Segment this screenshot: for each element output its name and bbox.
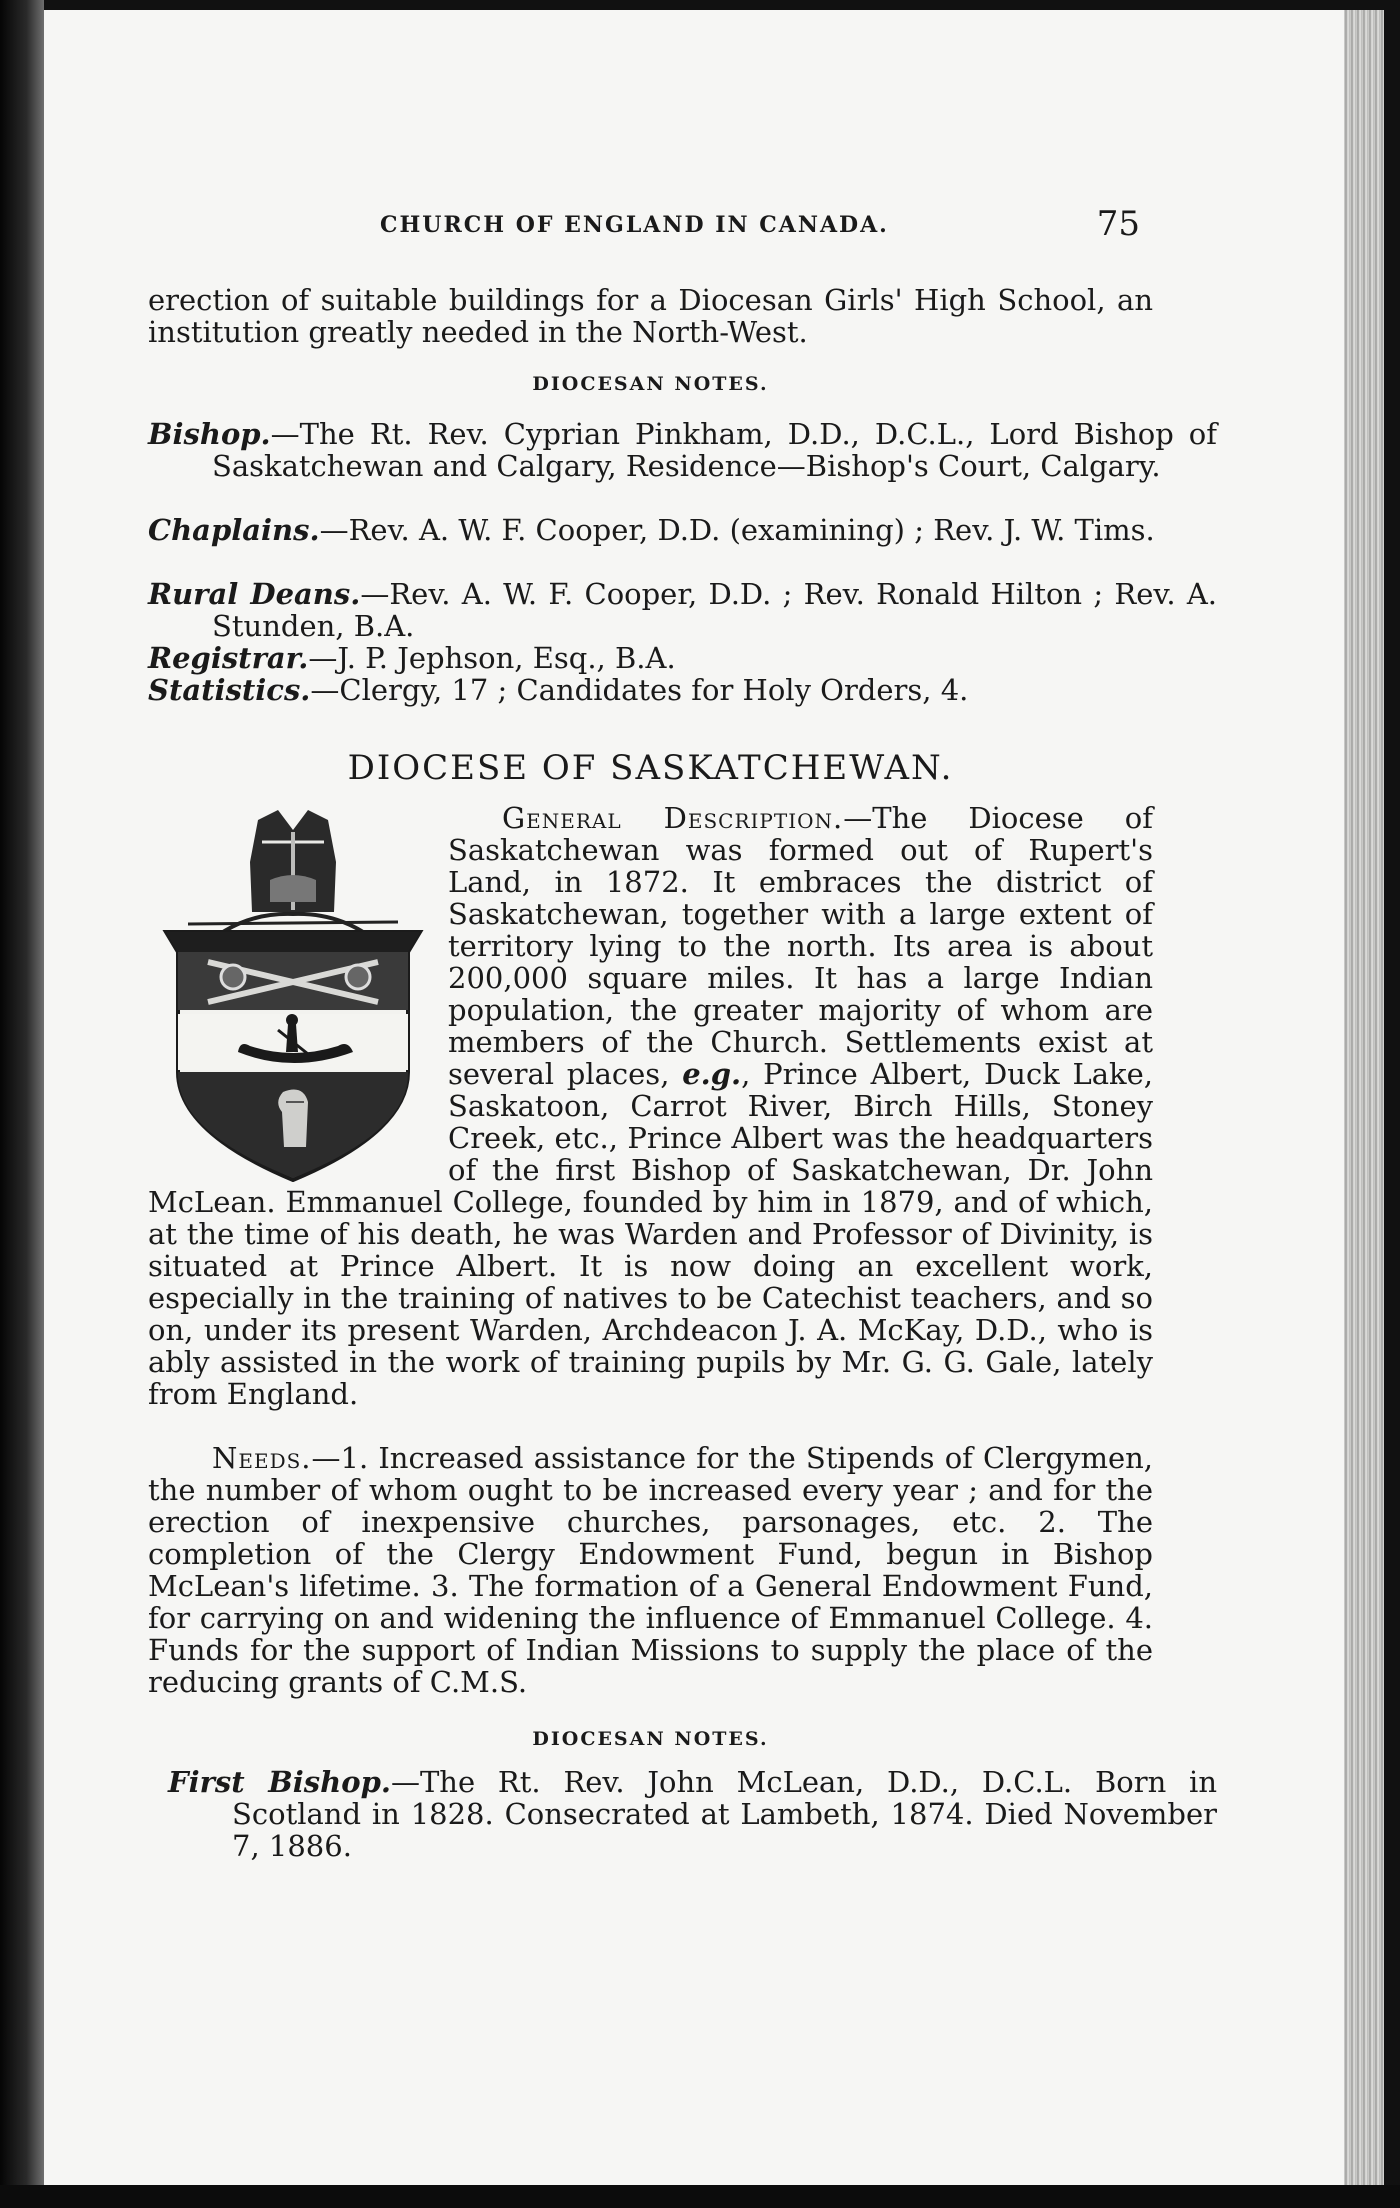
note-term: Bishop. (148, 417, 271, 451)
note-term: Chaplains. (148, 513, 320, 547)
note-text: —Clergy, 17 ; Candidates for Holy Orders, 4. (310, 673, 969, 707)
intro-paragraph (148, 284, 1153, 348)
note-term: Rural Deans. (148, 577, 361, 611)
general-description-label: General Description. (502, 801, 844, 835)
note-term: First Bishop. (168, 1765, 391, 1799)
illustration-float (148, 802, 448, 1182)
page-header (380, 204, 1140, 250)
running-head: CHURCH OF ENGLAND IN CANADA. (380, 212, 889, 238)
note-text: —J. P. Jephson, Esq., B.A. (308, 641, 676, 675)
note-entry-registrar (148, 642, 1217, 674)
needs-label: Needs. (212, 1441, 312, 1475)
note-entry-first-bishop (168, 1766, 1217, 1862)
note-entry-rural-deans (148, 578, 1217, 642)
note-text: —The Rt. Rev. Cyprian Pinkham, D.D., D.C.L., Lord Bishop of Saskatchewan and Calgary, Residence—Bishop's Court, Calgary. (212, 417, 1217, 483)
eg-abbreviation: e.g. (682, 1057, 742, 1091)
needs-text: —1. Increased assistance for the Stipends of Clergymen, the number of whom ought to be increased every year ; and for the erection of inexpensive churches, parsonages, etc. 2. The completion of the Clergy Endowment Fund, begun in Bishop McLean's lifetime. 3. The formation of a General Endowment Fund, for carrying on and widening the influence of Emmanuel College. 4. Funds for the support of Indian Missions to supply the place of the reducing grants of C.M.S. (148, 1441, 1153, 1699)
diocesan-notes-heading-2: DIOCESAN NOTES. (532, 1728, 769, 1750)
note-term: Registrar. (148, 641, 309, 675)
book-spine-shadow (0, 0, 44, 2208)
note-text: —Rev. A. W. F. Cooper, D.D. ; Rev. Ronald Hilton ; Rev. A. Stunden, B.A. (212, 577, 1217, 643)
note-entry-bishop (148, 418, 1217, 482)
intro-line: an institution greatly needed in the North-West. (148, 283, 1153, 349)
general-description-text: —The Diocese of Saskatchewan was formed out of Rupert's Land, in 1872. It embraces the district of Saskatchewan, together with a large extent of territory lying to the north. Its area is about 200,000 square miles. It has a large Indian population, the greater majority of whom are members of the Church. Settlements exist at several places, (448, 801, 1153, 1091)
note-text: —Rev. A. W. F. Cooper, D.D. (examining) ; Rev. J. W. Tims. (319, 513, 1155, 547)
general-description-text-continued: , Prince Albert, Duck Lake, Saskatoon, Carrot River, Birch Hills, Stoney Creek, etc., Prince Albert was the headquarters of the first Bishop of Saskatchewan, Dr. John McLean. Emmanuel College, founded by him in 1879, and of which, at the time of his death, he was Warden and Professor of Divinity, is situated at Prince Albert. It is now doing an excellent work, especially in the training of natives to be Catechist teachers, and so on, under its present Warden, Archdeacon J. A. McKay, D.D., who is ably assisted in the work of training pupils by Mr. G. G. Gale, lately from England. (148, 1057, 1154, 1411)
note-entry-chaplains (148, 514, 1217, 546)
intro-line: erection of suitable buildings for a Diocesan Girls' High School, (148, 283, 1106, 317)
needs-paragraph (148, 1442, 1153, 1698)
scan-border (0, 2185, 1400, 2208)
note-entry-statistics (148, 674, 1217, 706)
page-number: 75 (1096, 204, 1140, 244)
note-text: —The Rt. Rev. John McLean, D.D., D.C.L. Born in Scotland in 1828. Consecrated at Lambeth, 1874. Died November 7, 1886. (232, 1765, 1218, 1863)
page-edges (1344, 10, 1384, 2185)
diocesan-notes-heading: DIOCESAN NOTES. (532, 373, 769, 395)
note-term: Statistics. (148, 673, 311, 707)
section-title: DIOCESE OF SASKATCHEWAN. (347, 748, 954, 788)
general-description (148, 802, 1153, 1410)
